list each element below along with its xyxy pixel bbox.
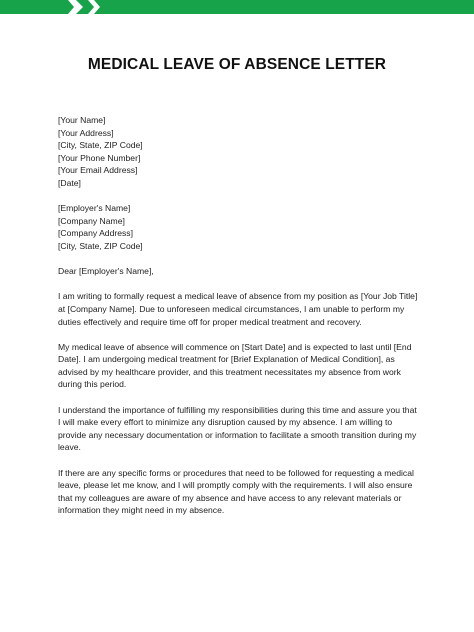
sender-city-state-zip: [City, State, ZIP Code] [58,140,143,151]
recipient-name: [Employer's Name] [58,203,131,214]
sender-email: [Your Email Address] [58,165,138,176]
body-paragraph-4: If there are any specific forms or procedures that need to be followed for requesting a medical leave, please let me know, and I will promptly comply with the requirements. I will also ensure that my colleagues are aware of my absence and have access to any relevant materials or information they might need in my absence. [58,467,414,516]
sender-address-block [58,114,420,190]
sender-address: [Your Address] [58,127,114,138]
recipient-city-state-zip: [City, State, ZIP Code] [58,240,143,251]
address-spacer [58,190,420,203]
top-accent-bar [0,0,474,14]
letter-title: MEDICAL LEAVE OF ABSENCE LETTER [87,56,387,73]
body-paragraph-3: I understand the importance of fulfilling my responsibilities during this time and assure you that I will make every effort to minimize any disruption caused by my absence. I am willing to provide any necessary documentation or information to facilitate a smooth transition during my leave. [58,404,417,453]
letter-content [58,114,420,517]
sender-phone: [Your Phone Number] [58,152,141,163]
recipient-company: [Company Name] [58,215,125,226]
sender-name: [Your Name] [58,115,106,125]
top-accent-bar-shape [0,0,474,14]
body-paragraph-1: I am writing to formally request a medical leave of absence from my position as [Your Job Title] at [Company Name]. Due to unforeseen medical circumstances, I am unable to perform my duties effectively and require time off for proper medical treatment and recovery. [58,291,418,327]
recipient-address: [Company Address] [58,228,133,239]
recipient-address-block [58,202,420,252]
body-paragraph-2: My medical leave of absence will commence on [Start Date] and is expected to last until [End Date]. I am undergoing medical treatment for [Brief Explanation of Medical Condition], as advised by my healthcare provider, and this treatment necessitates my absence from work during this period. [58,341,412,390]
salutation: Dear [Employer's Name], [58,266,154,277]
letter-date: [Date] [58,177,81,188]
